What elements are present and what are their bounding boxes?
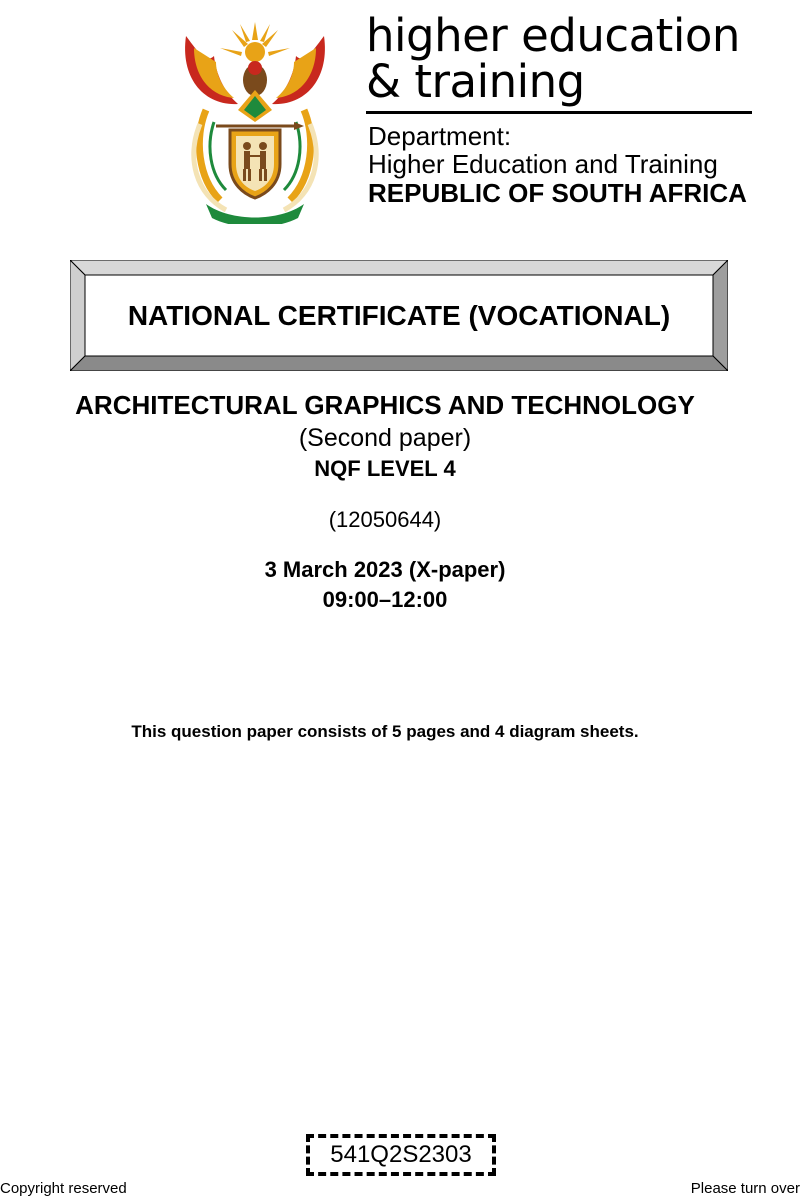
country-name: REPUBLIC OF SOUTH AFRICA [368, 178, 747, 208]
subject-title: ARCHITECTURAL GRAPHICS AND TECHNOLOGY [75, 390, 695, 420]
turn-over-text: Please turn over [690, 1180, 800, 1197]
nqf-level: NQF LEVEL 4 [314, 456, 456, 481]
paper-code: 541Q2S2303 [330, 1141, 472, 1168]
department-name: Higher Education and Training [368, 149, 718, 179]
copyright-text: Copyright reserved [0, 1180, 127, 1197]
paper-number: (Second paper) [298, 424, 472, 452]
exam-time: 09:00–12:00 [322, 587, 448, 612]
brand-title-line2: & training [366, 55, 585, 108]
brand-title-line1: higher education [366, 9, 740, 62]
department-label: Department: [368, 121, 512, 151]
coat-of-arms-icon [176, 18, 334, 224]
subject-code: (12050644) [328, 507, 442, 532]
coat-of-arms-logo [176, 18, 334, 224]
qualification-title: NATIONAL CERTIFICATE (VOCATIONAL) [127, 300, 671, 331]
brand-divider [366, 111, 752, 114]
exam-date: 3 March 2023 (X-paper) [264, 557, 506, 582]
page-count-notice: This question paper consists of 5 pages and 4 diagram sheets. [131, 722, 639, 741]
